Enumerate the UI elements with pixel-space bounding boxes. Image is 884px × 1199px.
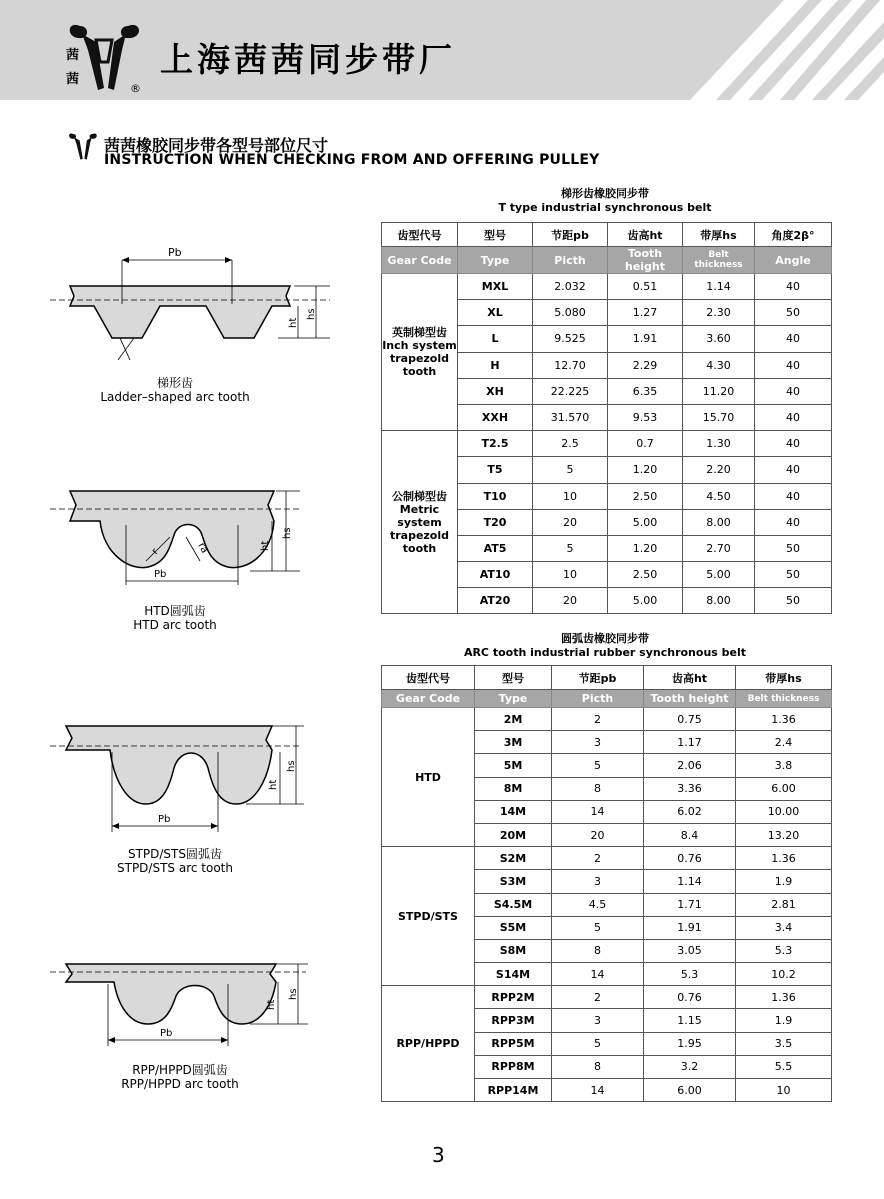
value-cell: 1.71 — [644, 893, 736, 916]
type-cell: RPP2M — [475, 986, 552, 1009]
t_table-header-en-cell: Angle — [755, 247, 832, 274]
value-cell: 5.5 — [736, 1055, 832, 1078]
value-cell: 5.00 — [608, 509, 683, 535]
arc_table-header-cn-row — [382, 666, 832, 690]
value-cell: 40 — [755, 483, 832, 509]
value-cell: 1.17 — [644, 731, 736, 754]
value-cell: 3.2 — [644, 1055, 736, 1078]
stpd-tooth-diagram — [50, 722, 320, 837]
value-cell: 20 — [533, 509, 608, 535]
page-title-chinese: 茜茜橡胶同步带各型号部位尺寸 — [104, 136, 329, 155]
value-cell: 1.14 — [644, 870, 736, 893]
ladder-tooth-diagram — [50, 238, 340, 368]
arc-table-caption-en: ARC tooth industrial rubber synchronous belt — [463, 646, 747, 659]
value-cell: 10 — [736, 1079, 832, 1102]
type-cell: 2M — [475, 708, 552, 731]
value-cell: 2.5 — [533, 431, 608, 457]
r-label: r — [149, 546, 161, 557]
t_table-header-en-cell: Gear Code — [382, 247, 458, 274]
value-cell: 5.3 — [644, 963, 736, 986]
t_table-header-cn-cell: 节距pb — [533, 223, 608, 247]
value-cell: 1.14 — [683, 274, 755, 300]
gear-code-cell: 英制梯型齿 Inch system trapezold tooth — [382, 274, 458, 431]
t-table-caption-en: T type industrial synchronous belt — [498, 201, 712, 214]
value-cell: 2 — [552, 986, 644, 1009]
value-cell: 5 — [552, 754, 644, 777]
type-cell: XH — [458, 378, 533, 404]
page-number: 3 — [432, 1143, 445, 1167]
pb-label: Pb — [158, 814, 171, 825]
t_table-header-cn-cell: 带厚hs — [683, 223, 755, 247]
arc_table-header-cn-cell: 齿高ht — [644, 666, 736, 690]
logo-text-top: 茜 — [66, 48, 80, 63]
value-cell: 40 — [755, 274, 832, 300]
t_table-header-en-cell: Picth — [533, 247, 608, 274]
gear-code-cell: RPP/HPPD — [382, 986, 475, 1102]
type-cell: RPP14M — [475, 1079, 552, 1102]
t_table-header-en-cell: Belt thickness — [683, 247, 755, 274]
type-cell: S5M — [475, 916, 552, 939]
value-cell: 15.70 — [683, 404, 755, 430]
value-cell: 1.36 — [736, 708, 832, 731]
value-cell: 3.4 — [736, 916, 832, 939]
value-cell: 8.4 — [644, 823, 736, 846]
value-cell: 1.36 — [736, 847, 832, 870]
value-cell: 2.70 — [683, 535, 755, 561]
value-cell: 8 — [552, 939, 644, 962]
value-cell: 2.032 — [533, 274, 608, 300]
pb-label: Pb — [160, 1028, 173, 1039]
ht-label: ht — [268, 779, 279, 790]
arc_table-header-cn-cell: 型号 — [475, 666, 552, 690]
value-cell: 2.50 — [608, 483, 683, 509]
type-cell: T2.5 — [458, 431, 533, 457]
company-name: 上海茜茜同步带厂 — [160, 40, 456, 79]
value-cell: 1.27 — [608, 300, 683, 326]
value-cell: 10 — [533, 483, 608, 509]
htd-tooth-diagram — [50, 485, 320, 600]
value-cell: 2.4 — [736, 731, 832, 754]
value-cell: 3.60 — [683, 326, 755, 352]
logo-text-bottom: 茜 — [66, 72, 80, 87]
arc_table-header-en-cell: Tooth height — [644, 690, 736, 708]
value-cell: 50 — [755, 562, 832, 588]
ladder-caption-en: Ladder–shaped arc tooth — [100, 390, 250, 404]
value-cell: 40 — [755, 326, 832, 352]
value-cell: 9.53 — [608, 404, 683, 430]
table-row — [382, 986, 832, 1009]
t-table-caption — [470, 187, 740, 215]
value-cell: 12.70 — [533, 352, 608, 378]
value-cell: 0.75 — [644, 708, 736, 731]
arc_table-header-en-cell: Belt thickness — [736, 690, 832, 708]
value-cell: 8.00 — [683, 588, 755, 614]
t_table-header-cn-row — [382, 223, 832, 247]
value-cell: 3.05 — [644, 939, 736, 962]
value-cell: 40 — [755, 404, 832, 430]
rpp-tooth-diagram — [50, 962, 320, 1052]
value-cell: 6.00 — [644, 1079, 736, 1102]
type-cell: RPP8M — [475, 1055, 552, 1078]
value-cell: 22.225 — [533, 378, 608, 404]
page-title-english: INSTRUCTION WHEN CHECKING FROM AND OFFERING PULLEY — [104, 152, 600, 168]
hs-label: hs — [306, 308, 317, 320]
stpd-caption-en: STPD/STS arc tooth — [117, 861, 233, 875]
value-cell: 40 — [755, 378, 832, 404]
value-cell: 5.3 — [736, 939, 832, 962]
value-cell: 2.30 — [683, 300, 755, 326]
value-cell: 11.20 — [683, 378, 755, 404]
value-cell: 8.00 — [683, 509, 755, 535]
value-cell: 0.51 — [608, 274, 683, 300]
value-cell: 14 — [552, 1079, 644, 1102]
value-cell: 10.00 — [736, 800, 832, 823]
value-cell: 20 — [533, 588, 608, 614]
type-cell: 14M — [475, 800, 552, 823]
arc_table-header-en-cell: Gear Code — [382, 690, 475, 708]
ladder-caption-cn: 梯形齿 — [156, 376, 193, 390]
rpp-caption — [95, 1063, 265, 1091]
stpd-caption — [95, 847, 255, 875]
value-cell: 3 — [552, 1009, 644, 1032]
type-cell: RPP5M — [475, 1032, 552, 1055]
type-cell: MXL — [458, 274, 533, 300]
value-cell: 14 — [552, 963, 644, 986]
t_table-header-cn-cell: 齿高ht — [608, 223, 683, 247]
value-cell: 1.91 — [644, 916, 736, 939]
pb-label: Pb — [168, 246, 182, 259]
small-logo-icon — [66, 128, 102, 164]
type-cell: AT20 — [458, 588, 533, 614]
t_table-header-cn-cell: 齿型代号 — [382, 223, 458, 247]
gear-code-cell: 公制梯型齿 Metric system trapezold tooth — [382, 431, 458, 614]
t_table-header-cn-cell: 角度2β° — [755, 223, 832, 247]
value-cell: 3.36 — [644, 777, 736, 800]
table-row — [382, 431, 832, 457]
arc_table-header-cn-cell: 齿型代号 — [382, 666, 475, 690]
value-cell: 10.2 — [736, 963, 832, 986]
type-cell: AT10 — [458, 562, 533, 588]
hs-label: hs — [288, 988, 299, 1000]
arc_table-header-en-cell: Picth — [552, 690, 644, 708]
type-cell: 5M — [475, 754, 552, 777]
value-cell: 9.525 — [533, 326, 608, 352]
value-cell: 5 — [533, 457, 608, 483]
arc_table-header-en-cell: Type — [475, 690, 552, 708]
value-cell: 1.20 — [608, 457, 683, 483]
value-cell: 1.30 — [683, 431, 755, 457]
type-cell: 3M — [475, 731, 552, 754]
type-cell: H — [458, 352, 533, 378]
pb-label: Pb — [154, 569, 167, 580]
value-cell: 40 — [755, 509, 832, 535]
registered-mark: ® — [130, 82, 141, 95]
type-cell: T20 — [458, 509, 533, 535]
type-cell: L — [458, 326, 533, 352]
type-cell: S14M — [475, 963, 552, 986]
htd-caption-en: HTD arc tooth — [133, 618, 217, 632]
arc_table-header-cn-cell: 节距pb — [552, 666, 644, 690]
value-cell: 40 — [755, 352, 832, 378]
value-cell: 50 — [755, 588, 832, 614]
htd-caption-cn: HTD圆弧齿 — [144, 604, 206, 618]
value-cell: 4.30 — [683, 352, 755, 378]
type-cell: AT5 — [458, 535, 533, 561]
value-cell: 4.5 — [552, 893, 644, 916]
value-cell: 1.9 — [736, 870, 832, 893]
value-cell: 5 — [533, 535, 608, 561]
ladder-caption — [100, 376, 250, 404]
type-cell: XL — [458, 300, 533, 326]
value-cell: 2.50 — [608, 562, 683, 588]
value-cell: 1.20 — [608, 535, 683, 561]
gear-code-cell: HTD — [382, 708, 475, 847]
value-cell: 0.76 — [644, 847, 736, 870]
type-cell: T5 — [458, 457, 533, 483]
value-cell: 3.8 — [736, 754, 832, 777]
ht-label: ht — [288, 317, 299, 328]
type-cell: S8M — [475, 939, 552, 962]
rpp-caption-cn: RPP/HPPD圆弧齿 — [132, 1063, 228, 1077]
value-cell: 10 — [533, 562, 608, 588]
value-cell: 5.080 — [533, 300, 608, 326]
value-cell: 13.20 — [736, 823, 832, 846]
value-cell: 40 — [755, 431, 832, 457]
arc_table-header-en-row — [382, 690, 832, 708]
value-cell: 6.02 — [644, 800, 736, 823]
arc-table-caption-cn: 圆弧齿橡胶同步带 — [561, 632, 649, 645]
t_table-header-cn-cell: 型号 — [458, 223, 533, 247]
arc_table-header-cn-cell: 带厚hs — [736, 666, 832, 690]
value-cell: 5.00 — [683, 562, 755, 588]
arc-table-caption — [440, 632, 770, 660]
value-cell: 50 — [755, 535, 832, 561]
rpp-caption-en: RPP/HPPD arc tooth — [121, 1077, 239, 1091]
value-cell: 50 — [755, 300, 832, 326]
value-cell: 20 — [552, 823, 644, 846]
value-cell: 3.5 — [736, 1032, 832, 1055]
value-cell: 3 — [552, 731, 644, 754]
type-cell: S4.5M — [475, 893, 552, 916]
hs-label: hs — [286, 760, 297, 772]
value-cell: 2.06 — [644, 754, 736, 777]
t_table-header-en-cell: Tooth height — [608, 247, 683, 274]
ra-label: ra — [195, 541, 211, 556]
value-cell: 40 — [755, 457, 832, 483]
type-cell: 8M — [475, 777, 552, 800]
gear-code-cell: STPD/STS — [382, 847, 475, 986]
table-row — [382, 847, 832, 870]
type-cell: RPP3M — [475, 1009, 552, 1032]
value-cell: 5 — [552, 1032, 644, 1055]
table-row — [382, 274, 832, 300]
type-cell: 20M — [475, 823, 552, 846]
t_table-header-en-row — [382, 247, 832, 274]
stpd-caption-cn: STPD/STS圆弧齿 — [127, 847, 223, 861]
value-cell: 4.50 — [683, 483, 755, 509]
value-cell: 6.00 — [736, 777, 832, 800]
t_table-header-en-cell: Type — [458, 247, 533, 274]
value-cell: 2 — [552, 847, 644, 870]
type-cell: S2M — [475, 847, 552, 870]
value-cell: 8 — [552, 777, 644, 800]
ht-label: ht — [266, 999, 277, 1010]
value-cell: 2.81 — [736, 893, 832, 916]
value-cell: 2.29 — [608, 352, 683, 378]
value-cell: 2.20 — [683, 457, 755, 483]
value-cell: 8 — [552, 1055, 644, 1078]
type-cell: XXH — [458, 404, 533, 430]
value-cell: 0.76 — [644, 986, 736, 1009]
value-cell: 1.15 — [644, 1009, 736, 1032]
ht-label: ht — [260, 540, 271, 551]
value-cell: 31.570 — [533, 404, 608, 430]
value-cell: 1.95 — [644, 1032, 736, 1055]
value-cell: 0.7 — [608, 431, 683, 457]
value-cell: 5 — [552, 916, 644, 939]
arc-tooth-table — [381, 665, 832, 1102]
value-cell: 5.00 — [608, 588, 683, 614]
value-cell: 1.91 — [608, 326, 683, 352]
type-cell: S3M — [475, 870, 552, 893]
value-cell: 3 — [552, 870, 644, 893]
type-cell: T10 — [458, 483, 533, 509]
value-cell: 1.36 — [736, 986, 832, 1009]
table-row — [382, 708, 832, 731]
value-cell: 1.9 — [736, 1009, 832, 1032]
value-cell: 2 — [552, 708, 644, 731]
hs-label: hs — [282, 527, 293, 539]
value-cell: 6.35 — [608, 378, 683, 404]
value-cell: 14 — [552, 800, 644, 823]
htd-caption — [100, 604, 250, 632]
t-table-caption-cn: 梯形齿橡胶同步带 — [561, 187, 649, 200]
t-type-table — [381, 222, 832, 614]
